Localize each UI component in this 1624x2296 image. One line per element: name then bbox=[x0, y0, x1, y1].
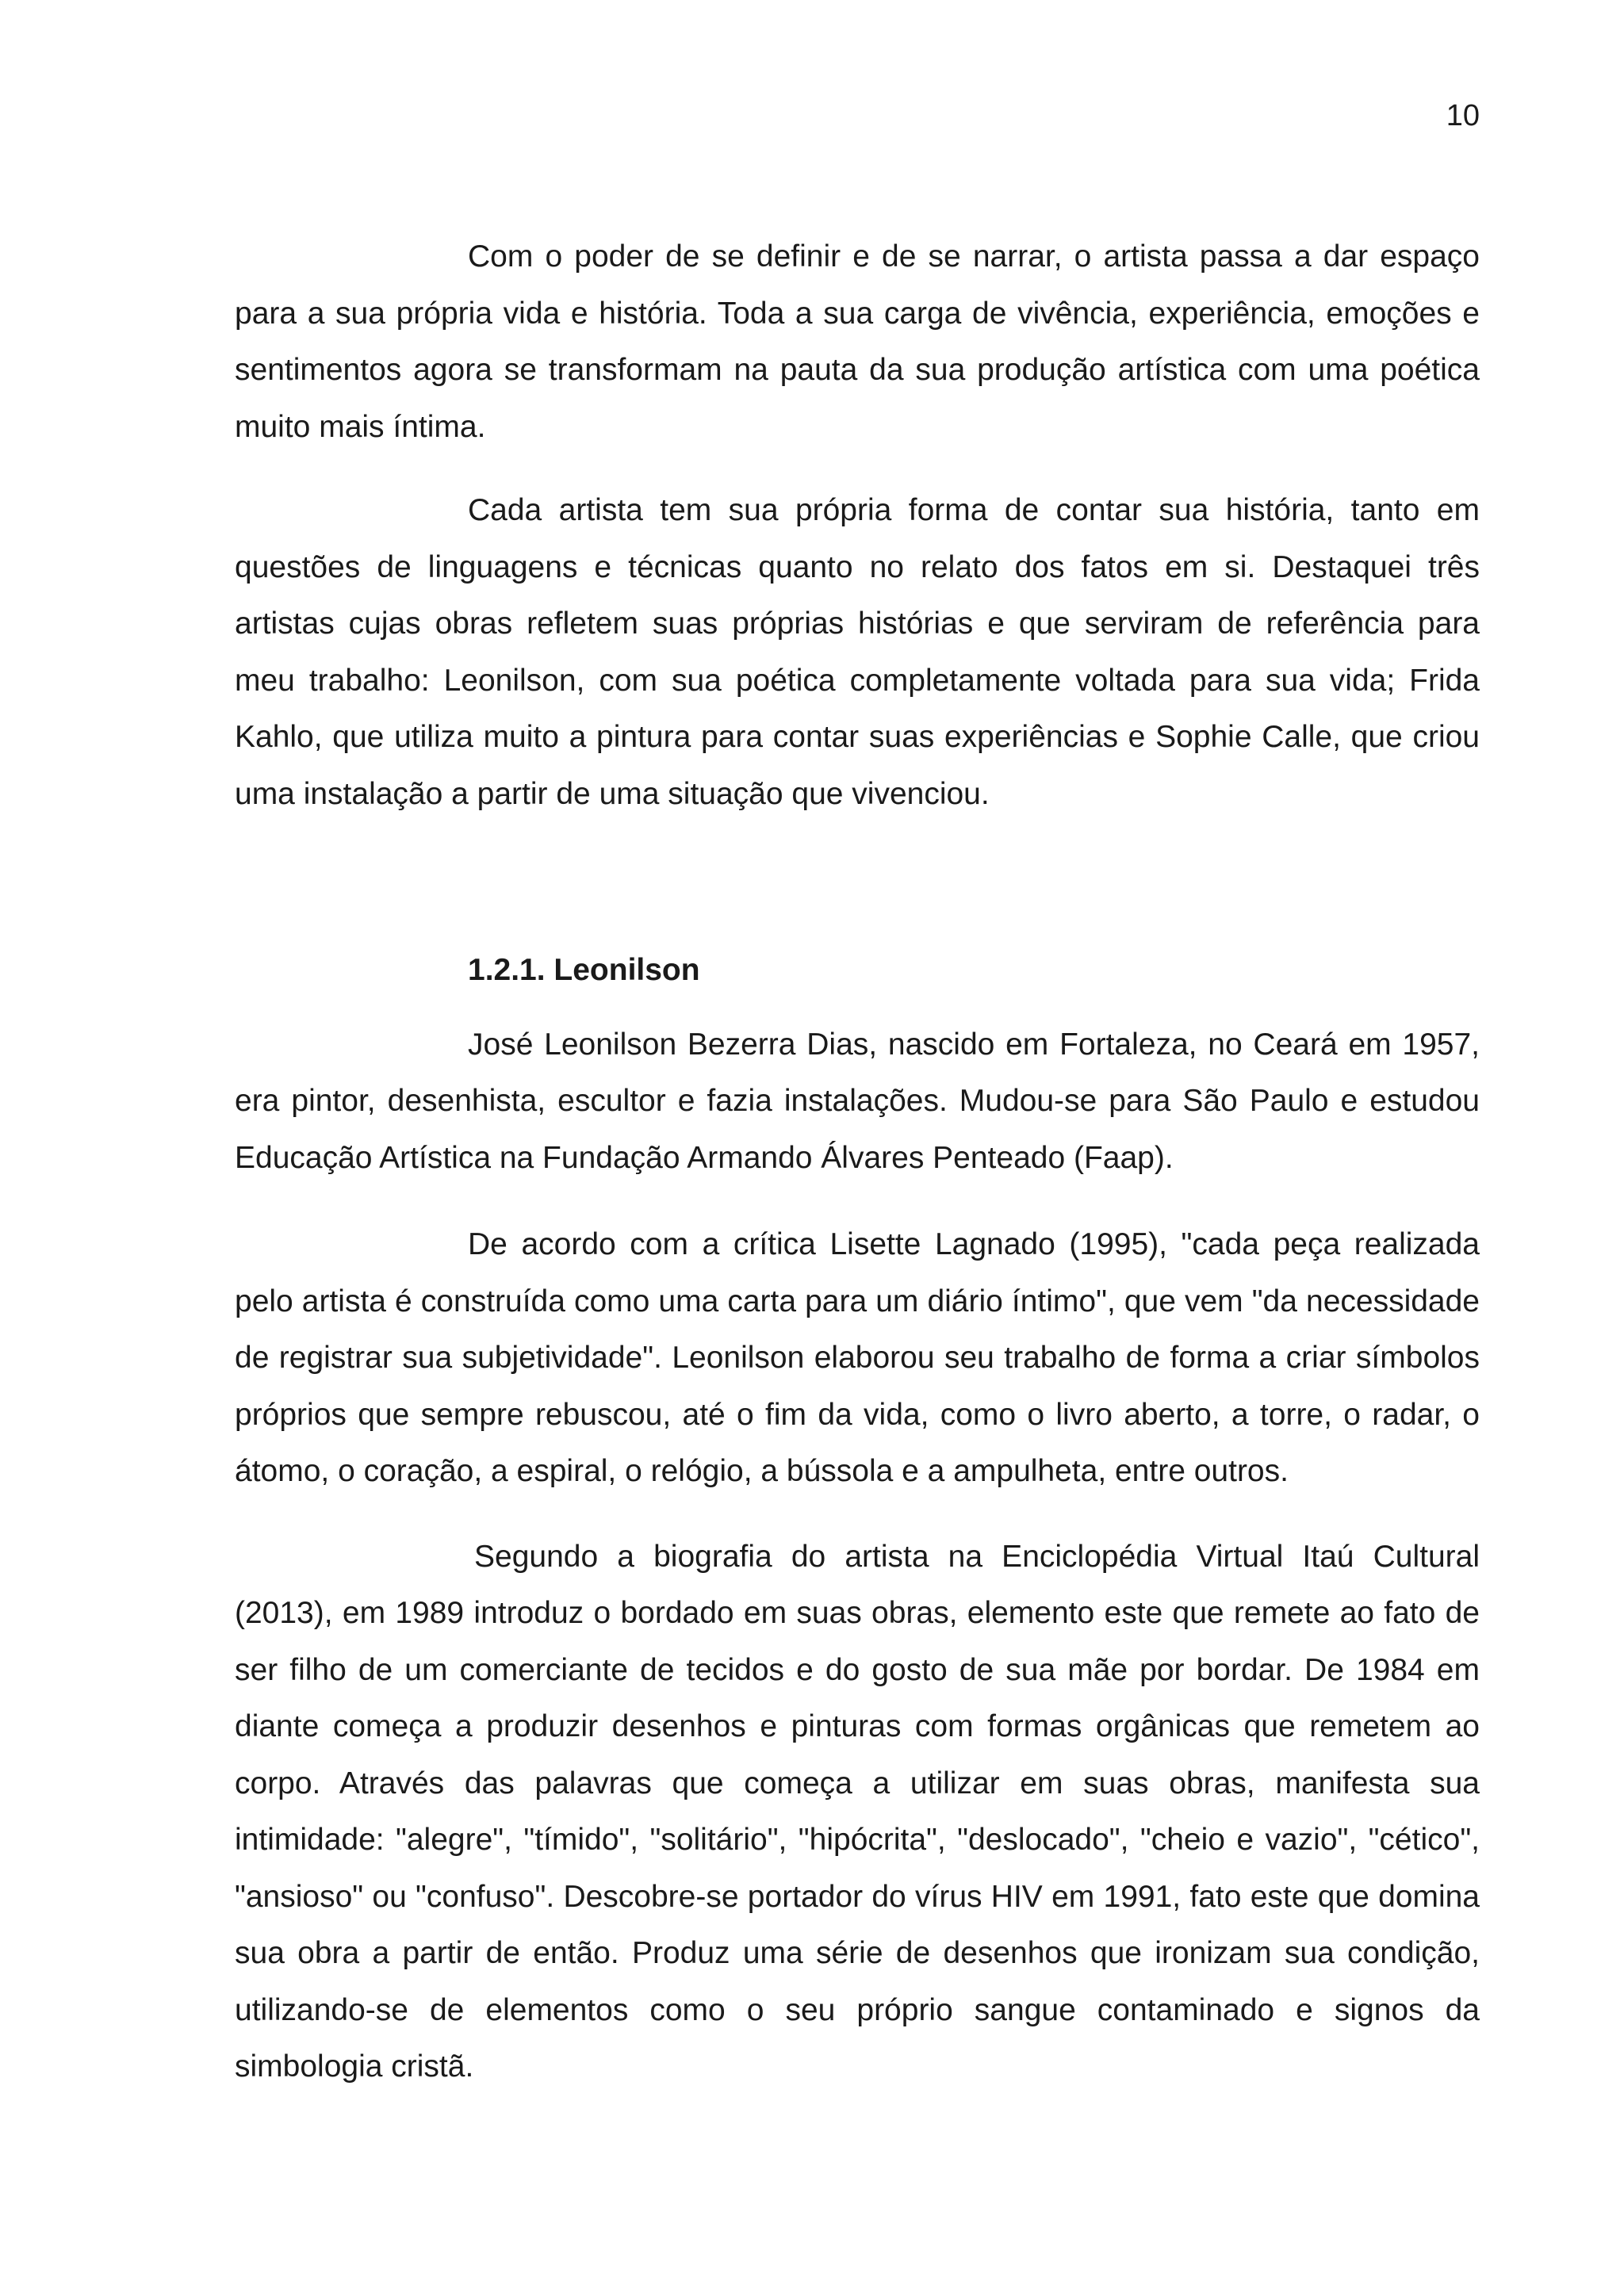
paragraph-artists-references: Cada artista tem sua própria forma de contar sua história, tanto em questões de linguagens e técnicas quanto no relato dos fatos em si. Destaquei três artistas cujas obras refletem suas próprias histórias e que serviram de referência para meu trabalho: Leonilson, com sua poética completamente voltada para sua vida; Frida Kahlo, que utiliza muito a pintura para contar suas experiências e Sophie Calle, que criou uma instalação a partir de uma situação que vivenciou. bbox=[235, 493, 1480, 811]
section-heading-leonilson: 1.2.1. Leonilson bbox=[468, 953, 700, 987]
page-number: 10 bbox=[1446, 99, 1480, 132]
paragraph-artist-narrative: Com o poder de se definir e de se narrar, o artista passa a dar espaço para a sua própria vida e história. Toda a sua carga de vivência, experiência, emoções e sentimentos agora se transformam na pauta da sua produção artística com uma poética muito mais íntima. bbox=[235, 239, 1480, 444]
document-body bbox=[235, 228, 1480, 2095]
paragraph-lagnado-critique: De acordo com a crítica Lisette Lagnado (1995), "cada peça realizada pelo artista é construída como uma carta para um diário íntimo", que vem "da necessidade de registrar sua subjetividade". Leonilson elaborou seu trabalho de forma a criar símbolos próprios que sempre rebuscou, até o fim da vida, como o livro aberto, a torre, o radar, o átomo, o coração, a espiral, o relógio, a bússola e a ampulheta, entre outros. bbox=[235, 1227, 1480, 1488]
paragraph-leonilson-bio: José Leonilson Bezerra Dias, nascido em Fortaleza, no Ceará em 1957, era pintor, desenhista, escultor e fazia instalações. Mudou-se para São Paulo e estudou Educação Artística na Fundação Armando Álvares Penteado (Faap). bbox=[235, 1027, 1480, 1175]
paragraph-itau-biography: Segundo a biografia do artista na Enciclopédia Virtual Itaú Cultural (2013), em 1989 introduz o bordado em suas obras, elemento este que remete ao fato de ser filho de um comerciante de tecidos e do gosto de sua mãe por bordar. De 1984 em diante começa a produzir desenhos e pinturas com formas orgânicas que remetem ao corpo. Através das palavras que começa a utilizar em suas obras, manifesta sua intimidade: "alegre", "tímido", "solitário", "hipócrita", "deslocado", "cheio e vazio", "cético", "ansioso" ou "confuso". Descobre-se portador do vírus HIV em 1991, fato este que domina sua obra a partir de então. Produz uma série de desenhos que ironizam sua condição, utilizando-se de elementos como o seu próprio sangue contaminado e signos da simbologia cristã. bbox=[235, 1539, 1480, 2084]
